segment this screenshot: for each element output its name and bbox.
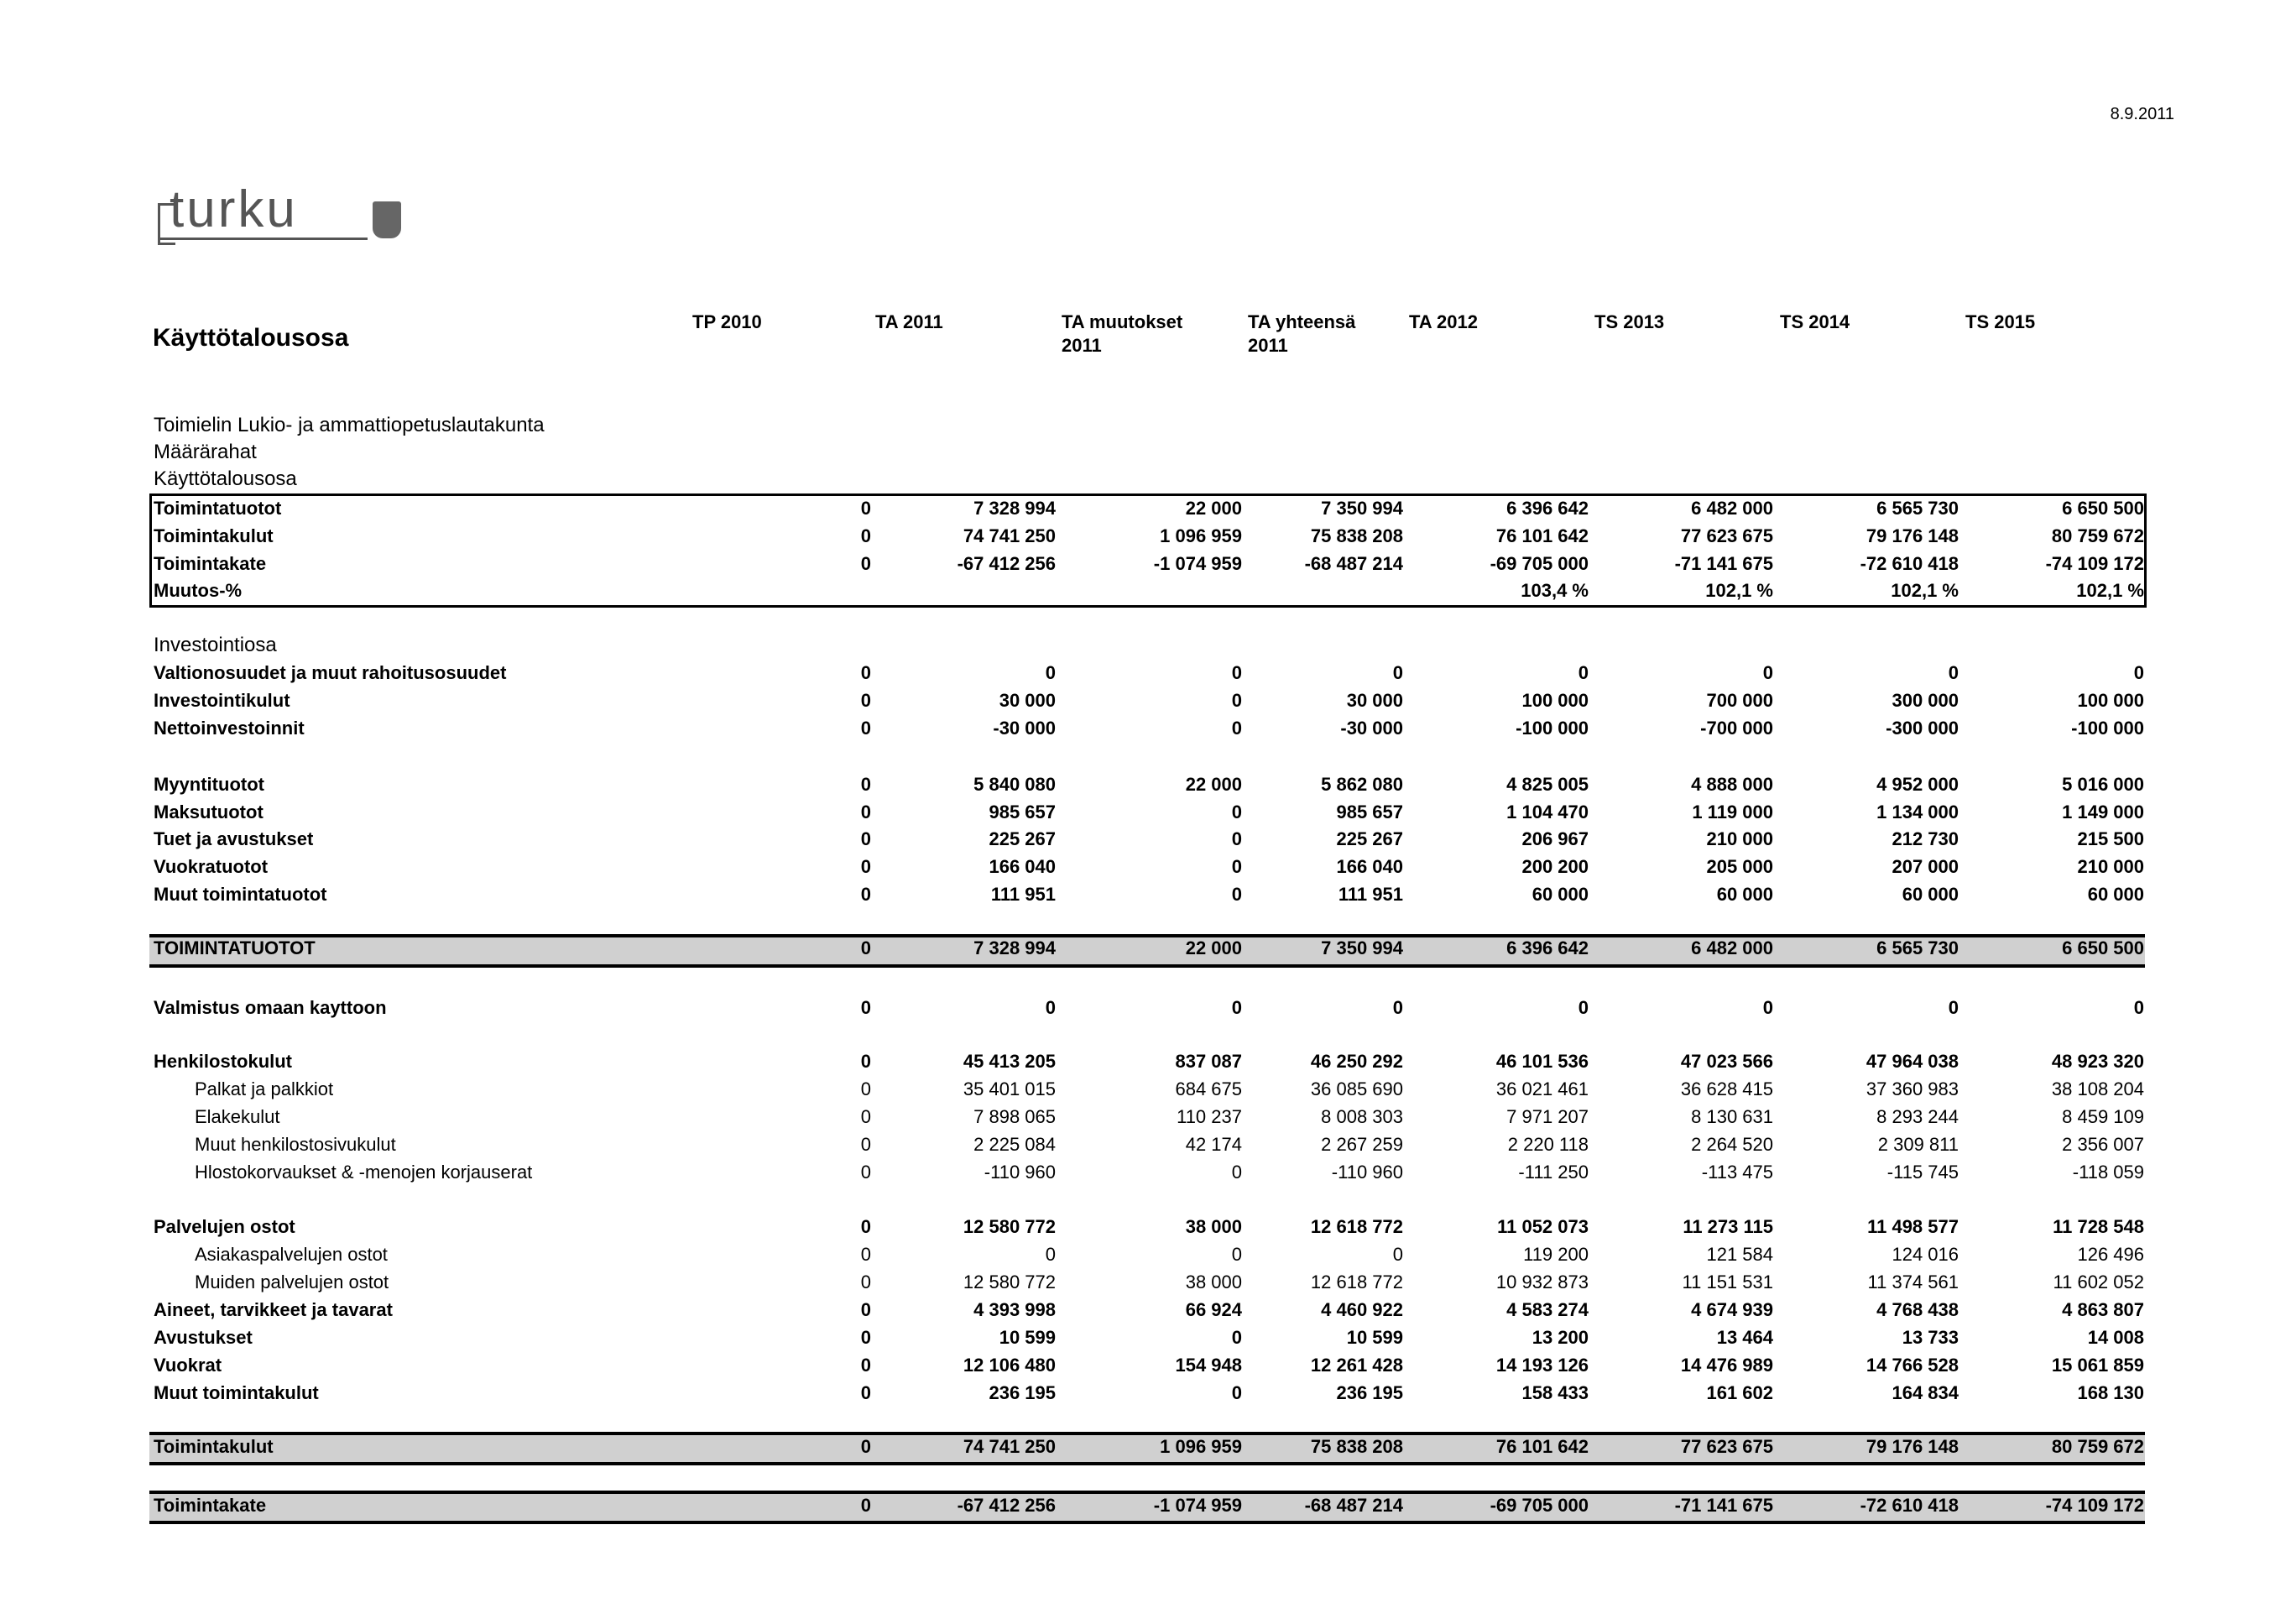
cell-value: 60 000	[1902, 884, 1959, 905]
cell-value: 0	[860, 1106, 871, 1127]
expense-total-band	[149, 1432, 2145, 1465]
cell-value: -74 109 172	[2045, 553, 2144, 574]
cell-value: 168 130	[2077, 1382, 2144, 1403]
cell-value: -68 487 214	[1304, 553, 1403, 574]
cell-value: 154 948	[1175, 1355, 1242, 1376]
cell-value: 46 250 292	[1310, 1051, 1403, 1072]
cell-value: 1 096 959	[1160, 525, 1242, 546]
cell-value: 76 101 642	[1495, 525, 1589, 546]
cell-value: 7 350 994	[1321, 498, 1403, 519]
cell-value: 75 838 208	[1310, 525, 1403, 546]
row-label: Muiden palvelujen ostot	[195, 1272, 389, 1292]
cell-value: 0	[860, 1495, 871, 1516]
cell-value: 166 040	[989, 856, 1056, 877]
cell-value: 0	[1231, 1327, 1242, 1348]
row-label: Muutos-%	[154, 580, 243, 601]
section-appropriations-heading: Määrärahat	[154, 441, 257, 463]
cell-value: 0	[860, 856, 871, 877]
row-label: Myyntituotot	[154, 774, 264, 795]
row-label: Maksutuotot	[154, 802, 264, 822]
cell-value: 77 623 675	[1680, 525, 1773, 546]
row-label: Toimintakate	[154, 553, 267, 574]
cell-value: 5 840 080	[973, 774, 1056, 795]
section-investments-heading: Investointiosa	[154, 634, 277, 656]
cell-value: 0	[1231, 718, 1242, 739]
cell-value: 80 759 672	[2051, 1436, 2144, 1457]
cell-value: 0	[1578, 662, 1589, 683]
col-header-ts2013: TS 2013	[1594, 311, 1665, 332]
cell-value: 0	[860, 662, 871, 683]
cell-value: 46 101 536	[1495, 1051, 1589, 1072]
cell-value: 0	[1231, 662, 1242, 683]
row-label: Palvelujen ostot	[154, 1216, 295, 1237]
cell-value: 36 628 415	[1680, 1078, 1773, 1099]
revenue-total-band	[149, 934, 2145, 968]
cell-value: 0	[1231, 1162, 1242, 1183]
cell-value: 11 052 073	[1497, 1216, 1589, 1237]
cell-value: 0	[860, 553, 871, 574]
cell-value: 0	[860, 1244, 871, 1265]
cell-value: 60 000	[1716, 884, 1773, 905]
cell-value: 74 741 250	[963, 1436, 1056, 1457]
cell-value: 4 863 807	[2062, 1299, 2144, 1320]
cell-value: 7 350 994	[1321, 937, 1403, 958]
cell-value: -72 610 418	[1860, 1495, 1959, 1516]
cell-value: -118 059	[2072, 1162, 2144, 1183]
row-label: Aineet, tarvikkeet ja tavarat	[154, 1299, 393, 1320]
cell-value: 103,4 %	[1521, 580, 1589, 601]
cell-value: 0	[1762, 997, 1773, 1018]
cell-value: 0	[860, 1272, 871, 1292]
cell-value: 0	[2133, 662, 2144, 683]
turku-logo	[158, 180, 401, 247]
cell-value: 14 476 989	[1680, 1355, 1773, 1376]
cell-value: 837 087	[1175, 1051, 1242, 1072]
logo-underline	[158, 238, 368, 240]
row-label: Investointikulut	[154, 690, 290, 711]
cell-value: 0	[860, 1216, 871, 1237]
cell-value: 7 971 207	[1506, 1106, 1589, 1127]
cell-value: -72 610 418	[1860, 553, 1959, 574]
row-label: Elakekulut	[195, 1106, 280, 1127]
cell-value: 0	[1231, 1382, 1242, 1403]
cell-value: 1 149 000	[2062, 802, 2144, 822]
cell-value: 11 728 548	[2053, 1216, 2144, 1237]
cell-value: 30 000	[1346, 690, 1403, 711]
row-label: Nettoinvestoinnit	[154, 718, 305, 739]
row-label: Toimintakulut	[154, 1436, 274, 1457]
cell-value: 6 482 000	[1691, 498, 1773, 519]
cell-value: 66 924	[1185, 1299, 1242, 1320]
cell-value: 11 151 531	[1682, 1272, 1773, 1292]
cell-value: 36 021 461	[1495, 1078, 1589, 1099]
col-header-ts2014: TS 2014	[1780, 311, 1850, 332]
row-label: Toimintakate	[154, 1495, 267, 1516]
cell-value: 985 657	[989, 802, 1056, 822]
cell-value: -111 250	[1518, 1162, 1589, 1183]
cell-value: 0	[860, 718, 871, 739]
cell-value: -700 000	[1700, 718, 1773, 739]
cell-value: -113 475	[1701, 1162, 1773, 1183]
cell-value: -300 000	[1886, 718, 1959, 739]
cell-value: 11 374 561	[1867, 1272, 1959, 1292]
cell-value: 0	[2133, 997, 2144, 1018]
cell-value: 4 393 998	[973, 1299, 1056, 1320]
cell-value: 0	[860, 937, 871, 958]
cell-value: 12 618 772	[1310, 1216, 1403, 1237]
row-label: Tuet ja avustukset	[154, 828, 314, 849]
cell-value: 0	[1231, 690, 1242, 711]
cell-value: 0	[860, 1299, 871, 1320]
col-header-ta2011: TA 2011	[875, 311, 943, 332]
summary-table-frame	[149, 493, 2147, 608]
cell-value: 10 932 873	[1495, 1272, 1589, 1292]
section-operating-heading: Käyttötalousosa	[154, 467, 297, 490]
cell-value: 0	[1231, 802, 1242, 822]
cell-value: 8 293 244	[1876, 1106, 1959, 1127]
cell-value: 38 000	[1185, 1272, 1242, 1292]
cell-value: 2 356 007	[2062, 1134, 2144, 1155]
cell-value: 102,1 %	[2076, 580, 2144, 601]
cell-value: 8 130 631	[1691, 1106, 1773, 1127]
document-date: 8.9.2011	[2110, 105, 2174, 123]
row-label: Toimintakulut	[154, 525, 274, 546]
cell-value: 11 602 052	[2053, 1272, 2144, 1292]
cell-value: -30 000	[1340, 718, 1403, 739]
cell-value: 0	[1231, 828, 1242, 849]
cell-value: -30 000	[993, 718, 1056, 739]
cell-value: 74 741 250	[963, 525, 1056, 546]
cell-value: 14 008	[2087, 1327, 2144, 1348]
cell-value: -69 705 000	[1490, 553, 1589, 574]
cell-value: 100 000	[2077, 690, 2144, 711]
cell-value: 100 000	[1521, 690, 1589, 711]
cell-value: -100 000	[2071, 718, 2144, 739]
cell-value: 13 733	[1902, 1327, 1959, 1348]
cell-value: -1 074 959	[1153, 1495, 1242, 1516]
cell-value: 0	[860, 525, 871, 546]
cell-value: 2 225 084	[973, 1134, 1056, 1155]
cell-value: 12 580 772	[963, 1272, 1056, 1292]
cell-value: 0	[860, 498, 871, 519]
cell-value: 42 174	[1185, 1134, 1242, 1155]
cell-value: 161 602	[1706, 1382, 1773, 1403]
cell-value: 22 000	[1185, 937, 1242, 958]
cell-value: 0	[1762, 662, 1773, 683]
cell-value: 0	[860, 774, 871, 795]
row-label: Palkat ja palkkiot	[195, 1078, 334, 1099]
cell-value: -67 412 256	[957, 553, 1056, 574]
cell-value: 0	[1231, 884, 1242, 905]
cell-value: 5 862 080	[1321, 774, 1403, 795]
cell-value: 4 825 005	[1506, 774, 1589, 795]
cell-value: 0	[860, 1436, 871, 1457]
row-label: Muut toimintatuotot	[154, 884, 327, 905]
cell-value: 12 618 772	[1310, 1272, 1403, 1292]
cell-value: 0	[860, 1327, 871, 1348]
cell-value: 0	[860, 802, 871, 822]
col-header-ta-changes-2011: TA muutokset 2011	[1062, 311, 1183, 356]
cell-value: 6 565 730	[1876, 937, 1959, 958]
cell-value: 6 396 642	[1506, 937, 1589, 958]
cell-value: 121 584	[1706, 1244, 1773, 1265]
cell-value: 7 328 994	[973, 498, 1056, 519]
cell-value: 102,1 %	[1891, 580, 1959, 601]
cell-value: -1 074 959	[1153, 553, 1242, 574]
cell-value: 212 730	[1892, 828, 1959, 849]
section-body-heading: Toimielin Lukio- ja ammattiopetuslautakunta	[154, 414, 545, 436]
cell-value: 684 675	[1175, 1078, 1242, 1099]
cell-value: 0	[1948, 997, 1959, 1018]
cell-value: 4 460 922	[1321, 1299, 1403, 1320]
cell-value: 36 085 690	[1310, 1078, 1403, 1099]
cell-value: -74 109 172	[2045, 1495, 2144, 1516]
cell-value: 0	[860, 884, 871, 905]
cell-value: 1 096 959	[1160, 1436, 1242, 1457]
cell-value: 12 580 772	[963, 1216, 1056, 1237]
cell-value: 15 061 859	[2051, 1355, 2144, 1376]
cell-value: 47 964 038	[1866, 1051, 1959, 1072]
cell-value: 0	[1231, 1244, 1242, 1265]
row-label: Muut henkilostosivukulut	[195, 1134, 396, 1155]
row-label: Valmistus omaan kayttoon	[154, 997, 387, 1018]
cell-value: 225 267	[1336, 828, 1403, 849]
cell-value: 0	[1045, 997, 1056, 1018]
cell-value: 0	[860, 1078, 871, 1099]
cell-value: 236 195	[989, 1382, 1056, 1403]
cell-value: 0	[860, 1051, 871, 1072]
cell-value: 12 261 428	[1310, 1355, 1403, 1376]
cell-value: 2 220 118	[1507, 1134, 1589, 1155]
cell-value: 35 401 015	[963, 1078, 1056, 1099]
cell-value: -100 000	[1516, 718, 1589, 739]
cell-value: 5 016 000	[2062, 774, 2144, 795]
cell-value: 0	[1231, 997, 1242, 1018]
row-label: Henkilostokulut	[154, 1051, 293, 1072]
cell-value: 0	[1045, 662, 1056, 683]
cell-value: -71 141 675	[1674, 553, 1773, 574]
cell-value: 47 023 566	[1680, 1051, 1773, 1072]
cell-value: 6 482 000	[1691, 937, 1773, 958]
cell-value: 6 396 642	[1506, 498, 1589, 519]
cell-value: 10 599	[1346, 1327, 1403, 1348]
cell-value: 14 193 126	[1495, 1355, 1589, 1376]
cell-value: 0	[1948, 662, 1959, 683]
cell-value: 37 360 983	[1866, 1078, 1959, 1099]
cell-value: 0	[1045, 1244, 1056, 1265]
cell-value: 300 000	[1892, 690, 1959, 711]
page-title: Käyttötalousosa	[153, 324, 349, 352]
cell-value: 0	[1392, 1244, 1403, 1265]
cell-value: 10 599	[999, 1327, 1056, 1348]
cell-value: 158 433	[1521, 1382, 1589, 1403]
cell-value: 0	[860, 1162, 871, 1183]
cell-value: 126 496	[2077, 1244, 2144, 1265]
cell-value: 38 000	[1185, 1216, 1242, 1237]
cell-value: 0	[860, 690, 871, 711]
cell-value: 236 195	[1336, 1382, 1403, 1403]
cell-value: 77 623 675	[1680, 1436, 1773, 1457]
cell-value: 124 016	[1892, 1244, 1959, 1265]
cell-value: 700 000	[1706, 690, 1773, 711]
cell-value: -69 705 000	[1490, 1495, 1589, 1516]
cell-value: 6 650 500	[2062, 498, 2144, 519]
cell-value: 225 267	[989, 828, 1056, 849]
cell-value: -71 141 675	[1674, 1495, 1773, 1516]
cell-value: 8 008 303	[1321, 1106, 1403, 1127]
cell-value: 0	[1392, 662, 1403, 683]
row-label: Valtionosuudet ja muut rahoitusosuudet	[154, 662, 507, 683]
cell-value: -115 745	[1886, 1162, 1959, 1183]
cell-value: 6 565 730	[1876, 498, 1959, 519]
cell-value: -68 487 214	[1304, 1495, 1403, 1516]
cell-value: 38 108 204	[2051, 1078, 2144, 1099]
col-header-tp2010: TP 2010	[692, 311, 762, 332]
cell-value: 110 237	[1177, 1106, 1242, 1127]
cell-value: 985 657	[1336, 802, 1403, 822]
cell-value: 215 500	[2077, 828, 2144, 849]
cell-value: 1 104 470	[1506, 802, 1589, 822]
row-label: Muut toimintakulut	[154, 1382, 319, 1403]
col-header-ta-total-2011: TA yhteensä 2011	[1248, 311, 1356, 356]
cell-value: -110 960	[984, 1162, 1056, 1183]
cell-value: 12 106 480	[963, 1355, 1056, 1376]
cell-value: 4 768 438	[1876, 1299, 1959, 1320]
row-label: TOIMINTATUOTOT	[154, 937, 316, 958]
cell-value: 14 766 528	[1866, 1355, 1959, 1376]
cell-value: 4 888 000	[1691, 774, 1773, 795]
cell-value: 11 498 577	[1867, 1216, 1959, 1237]
cell-value: 207 000	[1892, 856, 1959, 877]
cell-value: 119 200	[1523, 1244, 1589, 1265]
cell-value: 22 000	[1185, 498, 1242, 519]
cell-value: 0	[860, 828, 871, 849]
row-label: Toimintatuotot	[154, 498, 282, 519]
cell-value: 0	[860, 997, 871, 1018]
cell-value: 206 967	[1521, 828, 1589, 849]
cell-value: 30 000	[999, 690, 1056, 711]
cell-value: 45 413 205	[963, 1051, 1056, 1072]
logo-text: turku	[170, 180, 298, 238]
cell-value: 1 119 000	[1692, 802, 1773, 822]
cell-value: 166 040	[1336, 856, 1403, 877]
cell-value: 4 952 000	[1876, 774, 1959, 795]
cell-value: 60 000	[2087, 884, 2144, 905]
cell-value: 48 923 320	[2051, 1051, 2144, 1072]
cell-value: 11 273 115	[1683, 1216, 1773, 1237]
col-header-ts2015: TS 2015	[1965, 311, 2036, 332]
margin-total-band	[149, 1491, 2145, 1524]
cell-value: 7 328 994	[973, 937, 1056, 958]
col-header-ta2012: TA 2012	[1409, 311, 1478, 332]
cell-value: -110 960	[1331, 1162, 1403, 1183]
cell-value: 2 309 811	[1877, 1134, 1959, 1155]
row-label: Avustukset	[154, 1327, 253, 1348]
cell-value: 164 834	[1892, 1382, 1959, 1403]
cell-value: 0	[860, 1134, 871, 1155]
cell-value: 13 200	[1532, 1327, 1589, 1348]
cell-value: 80 759 672	[2051, 525, 2144, 546]
cell-value: 7 898 065	[973, 1106, 1056, 1127]
cell-value: -67 412 256	[957, 1495, 1056, 1516]
cell-value: 205 000	[1706, 856, 1773, 877]
cell-value: 0	[860, 1382, 871, 1403]
coat-of-arms-icon	[373, 201, 401, 238]
cell-value: 4 583 274	[1506, 1299, 1589, 1320]
cell-value: 79 176 148	[1866, 1436, 1959, 1457]
cell-value: 111 951	[1338, 884, 1403, 905]
cell-value: 0	[1578, 997, 1589, 1018]
cell-value: 0	[1231, 856, 1242, 877]
cell-value: 8 459 109	[2062, 1106, 2144, 1127]
cell-value: 2 267 259	[1321, 1134, 1403, 1155]
cell-value: 60 000	[1532, 884, 1589, 905]
cell-value: 13 464	[1716, 1327, 1773, 1348]
cell-value: 111 951	[990, 884, 1056, 905]
cell-value: 75 838 208	[1310, 1436, 1403, 1457]
cell-value: 0	[1392, 997, 1403, 1018]
cell-value: 210 000	[2077, 856, 2144, 877]
row-label: Hlostokorvaukset & -menojen korjauserat	[195, 1162, 533, 1183]
cell-value: 1 134 000	[1876, 802, 1959, 822]
cell-value: 210 000	[1706, 828, 1773, 849]
row-label: Asiakaspalvelujen ostot	[195, 1244, 388, 1265]
cell-value: 76 101 642	[1495, 1436, 1589, 1457]
cell-value: 6 650 500	[2062, 937, 2144, 958]
row-label: Vuokrat	[154, 1355, 222, 1376]
cell-value: 79 176 148	[1866, 525, 1959, 546]
cell-value: 200 200	[1521, 856, 1589, 877]
row-label: Vuokratuotot	[154, 856, 269, 877]
cell-value: 0	[860, 1355, 871, 1376]
cell-value: 4 674 939	[1691, 1299, 1773, 1320]
cell-value: 102,1 %	[1705, 580, 1773, 601]
cell-value: 22 000	[1185, 774, 1242, 795]
cell-value: 2 264 520	[1691, 1134, 1773, 1155]
